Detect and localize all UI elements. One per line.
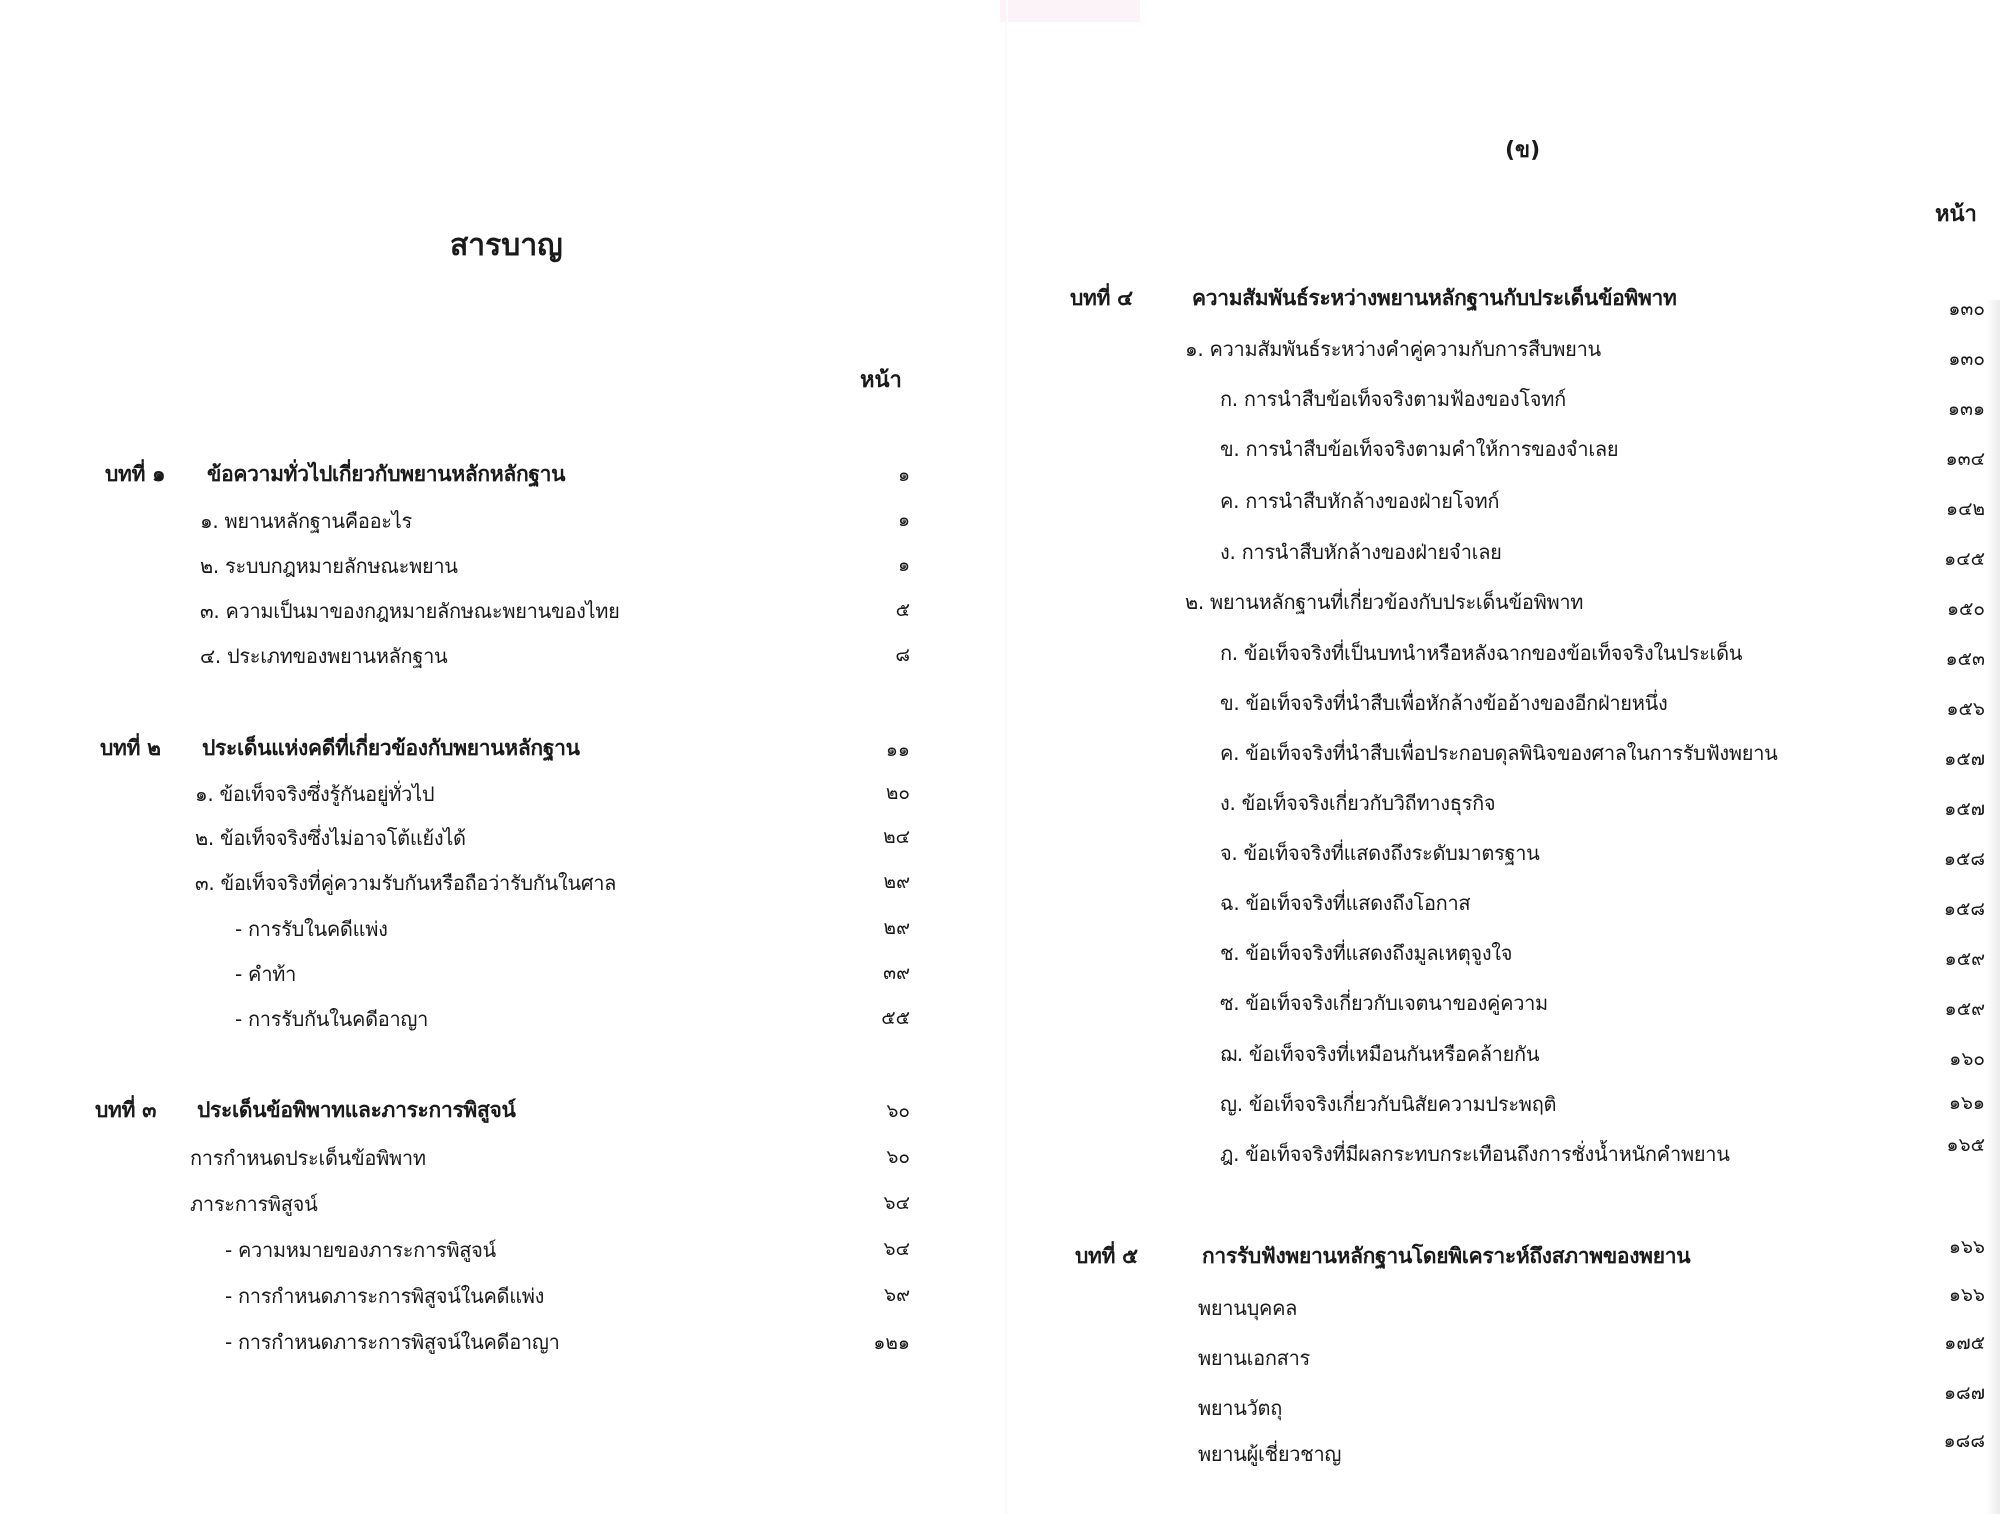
chapter-label: บทที่ ๕	[1075, 1244, 1138, 1268]
toc-item-page: ๒๔	[883, 826, 910, 848]
toc-item-page: ๑๕๗	[1944, 748, 1985, 770]
toc-item-page: ๑๕๙	[1944, 948, 1985, 970]
chapter-2-heading	[100, 732, 580, 765]
page-column-header: หน้า	[1935, 202, 1977, 227]
toc-item: จ. ข้อเท็จจริงที่แสดงถึงระดับมาตรฐาน	[1220, 841, 1540, 865]
toc-item: - การกำหนดภาระการพิสูจน์ในคดีแพ่ง	[225, 1284, 545, 1308]
toc-item: การกำหนดประเด็นข้อพิพาท	[190, 1146, 426, 1170]
toc-title: สารบาญ	[450, 228, 563, 263]
toc-item: พยานเอกสาร	[1198, 1346, 1310, 1370]
toc-item-page: ๑๕๐	[1946, 598, 1985, 620]
page-marker: (ข)	[1505, 138, 1541, 163]
toc-item: ง. ข้อเท็จจริงเกี่ยวกับวิถีทางธุรกิจ	[1220, 791, 1496, 815]
chapter-title: ประเด็นข้อพิพาทและภาระการพิสูจน์	[197, 1098, 516, 1122]
toc-item: ฉ. ข้อเท็จจริงที่แสดงถึงโอกาส	[1220, 891, 1471, 915]
toc-item-page: ๒๐	[885, 782, 910, 804]
toc-item: ข. ข้อเท็จจริงที่นำสืบเพื่อหักล้างข้ออ้างของอีกฝ่ายหนึ่ง	[1220, 691, 1668, 715]
chapter-1-heading	[105, 458, 565, 491]
toc-item: ๑. ข้อเท็จจริงซึ่งรู้กันอยู่ทั่วไป	[195, 782, 435, 806]
toc-item-page: ๑๓๔	[1945, 448, 1985, 470]
chapter-3-heading	[95, 1094, 516, 1127]
toc-item: ๓. ข้อเท็จจริงที่คู่ความรับกันหรือถือว่ารับกันในศาล	[195, 871, 617, 895]
toc-item: ง. การนำสืบหักล้างของฝ่ายจำเลย	[1220, 540, 1502, 564]
toc-item-page: ๒๙	[883, 917, 910, 939]
chapter-4-heading	[1070, 282, 1677, 315]
toc-item: ๒. ระบบกฎหมายลักษณะพยาน	[200, 554, 458, 578]
toc-item-page: ๑๓๑	[1947, 398, 1985, 420]
toc-page-right	[1000, 0, 2000, 1514]
toc-item-page: ๕	[895, 599, 910, 621]
toc-item: ๒. พยานหลักฐานที่เกี่ยวข้องกับประเด็นข้อพิพาท	[1185, 590, 1584, 614]
toc-item-page: ๑๔๒	[1946, 498, 1985, 520]
toc-item: ๔. ประเภทของพยานหลักฐาน	[200, 644, 448, 668]
toc-item-page: ๑๘๗	[1943, 1382, 1985, 1404]
toc-item: - การรับในคดีแพ่ง	[235, 917, 388, 941]
toc-item-page: ๘	[895, 644, 910, 666]
toc-item: ข. การนำสืบข้อเท็จจริงตามคำให้การของจำเลย	[1220, 437, 1619, 461]
toc-item: - การกำหนดภาระการพิสูจน์ในคดีอาญา	[225, 1330, 560, 1354]
toc-item: ฎ. ข้อเท็จจริงที่มีผลกระทบกระเทือนถึงการชั่งน้ำหนักคำพยาน	[1220, 1142, 1730, 1166]
toc-item: ฌ. ข้อเท็จจริงที่เหมือนกันหรือคล้ายกัน	[1220, 1042, 1540, 1066]
toc-item: ๓. ความเป็นมาของกฎหมายลักษณะพยานของไทย	[200, 599, 620, 623]
toc-item: ก. การนำสืบข้อเท็จจริงตามฟ้องของโจทก์	[1220, 387, 1566, 411]
toc-item-page: ๖๔	[883, 1238, 910, 1260]
toc-item: - คำท้า	[235, 962, 297, 986]
toc-item-page: ๑	[897, 509, 910, 531]
toc-item-page: ๖๐	[886, 1146, 910, 1168]
chapter-page: ๖๐	[886, 1100, 910, 1122]
toc-item: ญ. ข้อเท็จจริงเกี่ยวกับนิสัยความประพฤติ	[1220, 1092, 1557, 1116]
toc-item-page: ๑๗๕	[1944, 1332, 1985, 1354]
toc-item-page: ๖๔	[883, 1192, 910, 1214]
toc-item: พยานบุคคล	[1198, 1296, 1298, 1320]
toc-item-page: ๖๙	[884, 1284, 910, 1306]
toc-item-page: ๑๕๗	[1944, 798, 1985, 820]
toc-item: ค. การนำสืบหักล้างของฝ่ายโจทก์	[1220, 489, 1500, 513]
toc-item-page: ๑๖๐	[1949, 1048, 1985, 1070]
toc-item-page: ๑๓๐	[1948, 348, 1985, 370]
toc-item-page: ๑	[897, 554, 910, 576]
chapter-title: ประเด็นแห่งคดีที่เกี่ยวข้องกับพยานหลักฐาน	[202, 736, 580, 760]
toc-item-page: ๑๕๘	[1943, 898, 1985, 920]
chapter-5-heading	[1075, 1240, 1690, 1273]
chapter-page: ๑	[897, 464, 910, 486]
toc-item-page: ๑๖๖	[1948, 1284, 1985, 1306]
chapter-label: บทที่ ๒	[100, 736, 161, 760]
toc-item-page: ๑๕๙	[1944, 998, 1985, 1020]
chapter-label: บทที่ ๓	[95, 1098, 157, 1122]
chapter-label: บทที่ ๑	[105, 462, 166, 486]
toc-item-page: ๕๕	[881, 1007, 910, 1029]
toc-item-page: ๑๕๓	[1945, 648, 1985, 670]
toc-item-page: ๑๕๘	[1943, 848, 1985, 870]
toc-item: ๑. พยานหลักฐานคืออะไร	[200, 509, 412, 533]
toc-item: ก. ข้อเท็จจริงที่เป็นบทนำหรือหลังฉากของข้อเท็จจริงในประเด็น	[1220, 641, 1743, 665]
toc-item: ช. ข้อเท็จจริงที่แสดงถึงมูลเหตุจูงใจ	[1220, 941, 1513, 965]
chapter-title: ความสัมพันธ์ระหว่างพยานหลักฐานกับประเด็นข้อพิพาท	[1192, 286, 1677, 310]
toc-item: - ความหมายของภาระการพิสูจน์	[225, 1238, 496, 1262]
chapter-title: การรับฟังพยานหลักฐานโดยพิเคราะห์ถึงสภาพของพยาน	[1202, 1244, 1691, 1268]
toc-item-page: ๒๙	[883, 871, 910, 893]
toc-item: พยานผู้เชี่ยวชาญ	[1198, 1442, 1342, 1466]
toc-item-page: ๓๙	[883, 962, 910, 984]
toc-item: ค. ข้อเท็จจริงที่นำสืบเพื่อประกอบดุลพินิจของศาลในการรับฟังพยาน	[1220, 741, 1778, 765]
toc-item-page: ๑๘๘	[1943, 1430, 1985, 1452]
toc-item: - การรับกันในคดีอาญา	[235, 1007, 429, 1031]
toc-item-page: ๑๕๖	[1946, 698, 1985, 720]
toc-item: ๑. ความสัมพันธ์ระหว่างคำคู่ความกับการสืบพยาน	[1185, 337, 1601, 361]
chapter-label: บทที่ ๔	[1070, 286, 1133, 310]
chapter-page: ๑๑	[885, 739, 910, 761]
toc-item: ซ. ข้อเท็จจริงเกี่ยวกับเจตนาของคู่ความ	[1220, 991, 1548, 1015]
toc-item: ภาระการพิสูจน์	[190, 1192, 318, 1216]
chapter-page: ๑๖๖	[1948, 1236, 1985, 1258]
chapter-page: ๑๓๐	[1948, 298, 1985, 320]
chapter-title: ข้อความทั่วไปเกี่ยวกับพยานหลักหลักฐาน	[207, 462, 566, 486]
toc-item: ๒. ข้อเท็จจริงซึ่งไม่อาจโต้แย้งได้	[195, 826, 466, 850]
toc-item-page: ๑๖๕	[1946, 1134, 1985, 1156]
toc-item-page: ๑๖๑	[1948, 1092, 1985, 1114]
toc-item: พยานวัตถุ	[1198, 1396, 1283, 1420]
page-column-header: หน้า	[860, 368, 902, 393]
toc-item-page: ๑๒๑	[873, 1332, 910, 1354]
toc-item-page: ๑๔๕	[1944, 548, 1985, 570]
